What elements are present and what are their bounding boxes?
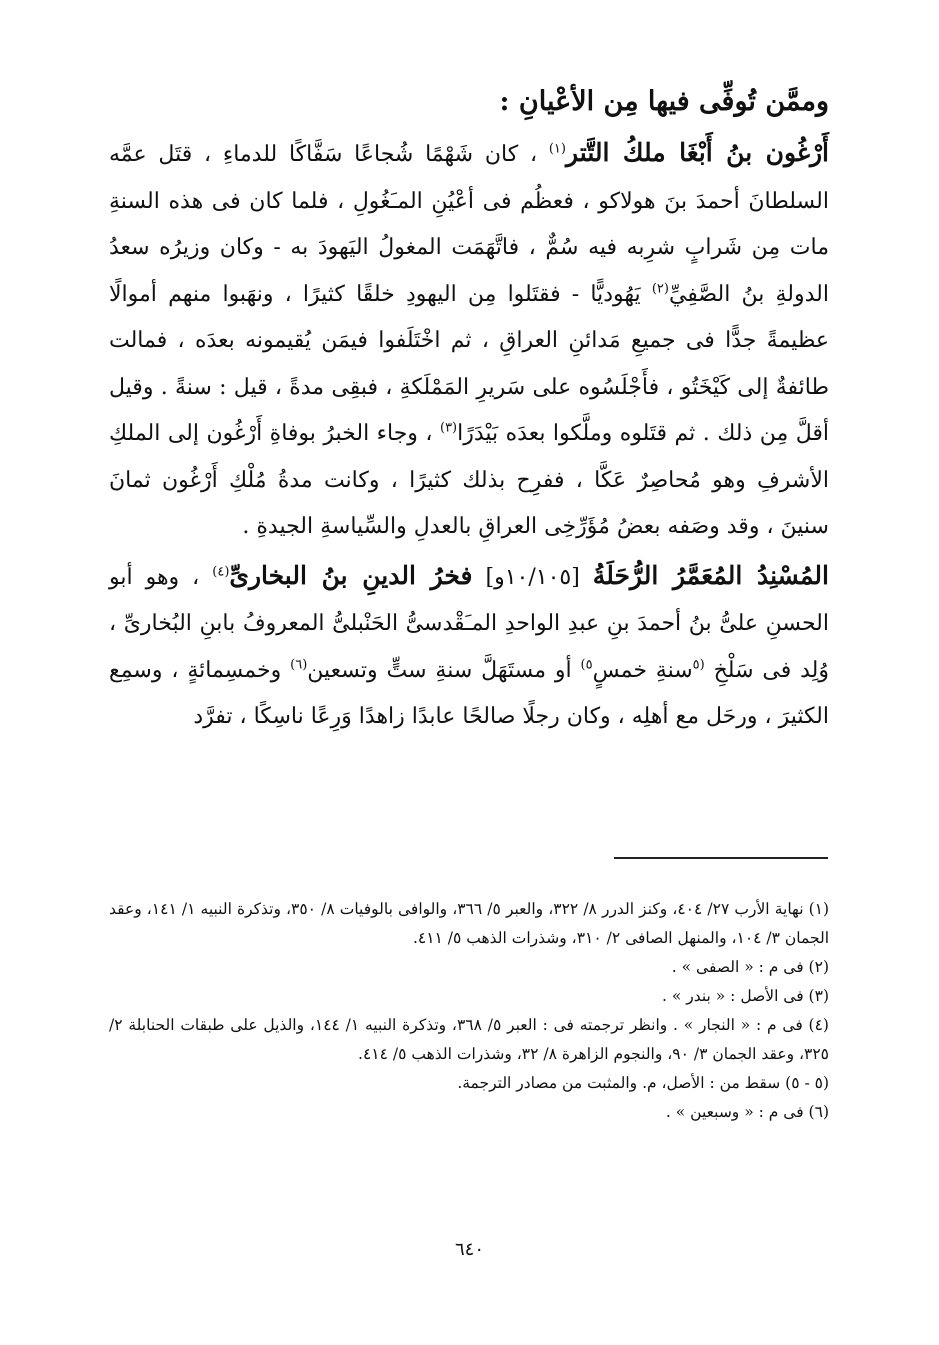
entry-text: سنةِ خمسٍ <box>592 657 693 683</box>
footnote-reference: (١) <box>548 141 566 157</box>
entry-text: يَهُوديًّا - فقتَلوا مِن اليهودِ خلقًا كثيرًا ، ونهَبوا منهم أموالًا عظيمةً جدًّا فى جميعِ مَدائنِ العراقِ ، ثم اخْتَلَفوا فيمَن يُقيمونه بعدَه ، فمالت طائفةٌ إلى كَيْخَتُو ، فأَجْلَسُوه على سَريرِ المَمْلَكةِ ، فبقِى مدةً ، قيل : سنةً . وقيل أقلَّ مِن ذلك . ثم قتَلوه وملَّكوا بعدَه بَيْدَرًا <box>109 281 830 446</box>
footnote-separator <box>614 857 828 859</box>
entry-text: وخمسِمائةٍ ، وسمِع الكثيرَ ، ورحَل مع أهلِه ، وكان رجلًا صالحًا عابدًا زاهدًا وَرِعًا ناسِكًا ، تفرَّد <box>109 657 829 729</box>
main-text-block <box>109 78 829 741</box>
footnotes-block <box>109 895 829 1127</box>
entry-name: المُسْنِدُ المُعَمَّرُ الرُّحَلَةُ <box>592 560 829 590</box>
footnote: (٥ - ٥) سقط من : الأصل، م. والمثبت من مصادر الترجمة. <box>457 1074 829 1092</box>
entry-name: فخرُ الدينِ بنُ البخارىِّ <box>229 560 473 590</box>
entry-text: أو مستَهَلَّ سنةِ ستٍّ وتسعين <box>307 657 572 683</box>
page-number: ٦٤٠ <box>454 1239 484 1260</box>
footnote-reference: ٥) <box>580 657 593 673</box>
footnote-reference: (٢) <box>651 281 669 297</box>
biography-entry-ibn-al-bukhari <box>109 553 829 741</box>
biography-entry-arghun <box>109 130 829 551</box>
entry-name: أَرْغُون بنُ أَبْغَا ملكُ التَّتر <box>565 138 829 167</box>
entry-text: ، وجاء الخبرُ بوفاةِ أَرْغُون إلى الملكِ الأشرفِ وهو مُحاصِرٌ عَكَّا ، ففرِح بذلك كثيرًا ، وكانت مدةُ مُلْكِ أَرْغُون ثمانَ سنينَ ، وقد وصَفه بعضُ مُؤَرِّخِى العراقِ بالعدلِ والسِّياسةِ الجيدةِ . <box>109 421 829 539</box>
folio-marker: [١٠/١٠٥و] <box>485 564 580 590</box>
section-heading: وممَّن تُوفِّى فيها مِن الأعْيانِ : <box>499 86 829 117</box>
footnote: (٢) فى م : « الصفى » . <box>671 958 829 976</box>
footnote: (٣) فى الأصل : « بندر » . <box>661 987 829 1005</box>
footnote: (٤) فى م : « النجار » . وانظر ترجمته فى : العبر ٥/ ٣٦٨، وتذكرة النبيه ١/ ١٤٤، والذيل على طبقات الحنابلة ٢/ ٣٢٥، وعقد الجمان ٣/ ٩٠، والنجوم الزاهرة ٨/ ٣٢، وشذرات الذهب ٥/ ٤١٤. <box>109 1016 829 1063</box>
footnote-reference: (٦) <box>290 657 308 673</box>
footnote: (١) نهاية الأرب ٢٧/ ٤٠٤، وكنز الدرر ٨/ ٣٢٢، والعبر ٥/ ٣٦٦، والوافى بالوفيات ٨/ ٣٥٠، وتذكرة النبيه ١/ ١٤١، وعقد الجمان ٣/ ١٠٤، والمنهل الصافى ٢/ ٣١٠، وشذرات الذهب ٥/ ٤١١. <box>109 900 830 947</box>
footnote-reference: (٤) <box>212 564 230 580</box>
footnote-reference: (٣) <box>439 420 458 436</box>
footnote: (٦) فى م : « وسبعين » . <box>665 1103 829 1121</box>
footnote-reference: (٥ <box>692 657 705 673</box>
entry-text: ، وهو أبو الحسنِ علىُّ بنُ أحمدَ بنِ عبدِ الواحدِ المـَقْدسىُّ الحَنْبلىُّ المعروفُ بابنِ البُخارىِّ ، وُلِد فى سَلْخِ <box>109 564 829 683</box>
entry-text: ، كان شَهْمًا شُجاعًا سَفَّاكًا للدماءِ ، قتَل عمَّه السلطانَ أحمدَ بنَ هولاكو ، فعظُم فى أعْيُنِ المـَغُولِ ، فلما كان فى هذه السنةِ مات مِن شَرابٍ شرِبه فيه سُمٌّ ، فاتَّهَمَت المغولُ اليَهودَ به - وكان وزيرُه سعدُ الدولةِ بنُ الصَّفِيِّ <box>109 142 830 307</box>
